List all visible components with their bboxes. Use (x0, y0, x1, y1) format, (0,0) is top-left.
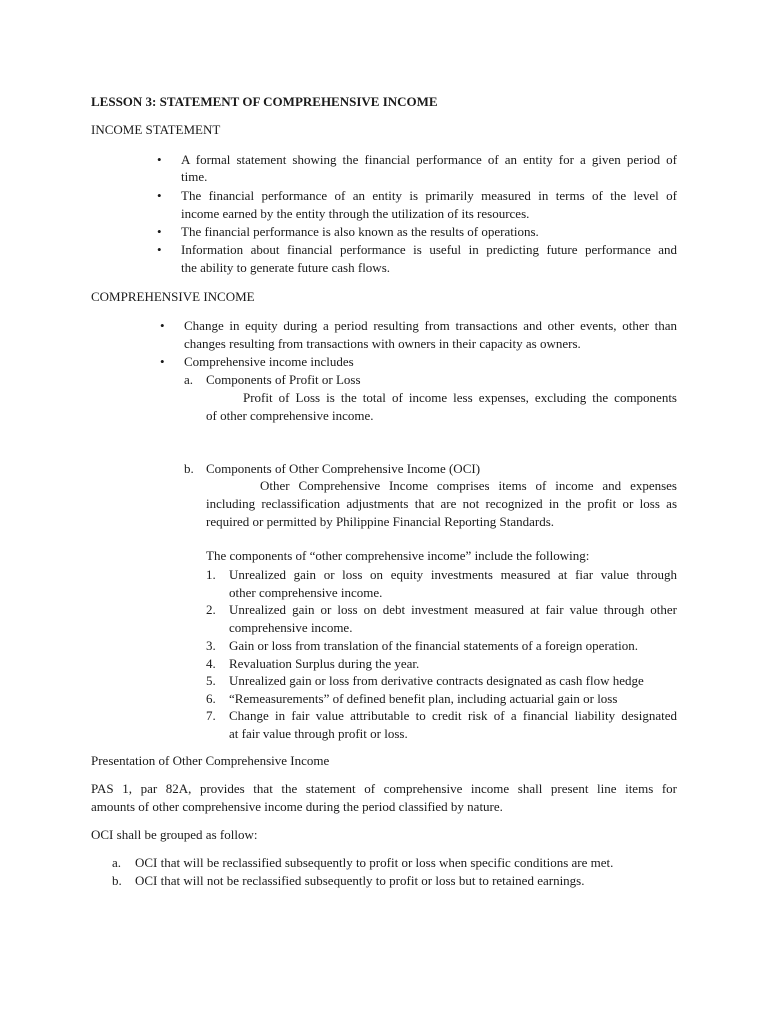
group-text: OCI that will not be reclassified subsequently to profit or loss but to retained earnings. (135, 873, 585, 888)
item-b-text-cont: required or permitted by Philippine Financial Reporting Standards. (206, 514, 555, 529)
bullet-item-cont: time. (181, 169, 208, 184)
component-text: Change in fair value attributable to credit risk of a financial liability designated (229, 708, 677, 723)
item-b-text-cont: including reclassification adjustments that are not recognized in the profit or loss as (206, 496, 677, 511)
bullet-item-cont: changes resulting from transactions with owners in their capacity as owners. (184, 336, 581, 351)
group-text: OCI that will be reclassified subsequently to profit or loss when specific conditions are met. (135, 855, 614, 870)
pas-paragraph: PAS 1, par 82A, provides that the statement of comprehensive income shall present line items for (91, 781, 677, 796)
component-text: Unrealized gain or loss on equity investments measured at fiar value through (229, 567, 677, 582)
item-a-marker: a. (184, 372, 194, 387)
item-b-text: Other Comprehensive Income comprises items of income and expenses (260, 478, 677, 493)
component-text: Unrealized gain or loss from derivative contracts designated as cash flow hedge (229, 673, 644, 688)
item-b-label: Components of Other Comprehensive Income (OCI) (206, 461, 481, 476)
group-marker: a. (112, 855, 122, 870)
item-a-text-cont: of other comprehensive income. (206, 408, 374, 423)
item-a-label: Components of Profit or Loss (206, 372, 361, 387)
component-number: 1. (206, 567, 216, 582)
component-text-cont: at fair value through profit or loss. (229, 726, 408, 741)
component-number: 7. (206, 708, 216, 723)
presentation-heading: Presentation of Other Comprehensive Income (91, 753, 330, 768)
pas-paragraph-cont: amounts of other comprehensive income during the period classified by nature. (91, 799, 503, 814)
component-number: 5. (206, 673, 216, 688)
item-b-marker: b. (184, 461, 194, 476)
component-text: “Remeasurements” of defined benefit plan, including actuarial gain or loss (229, 691, 618, 706)
bullet-item: • The financial performance of an entity is primarily measured in terms of the level of (181, 187, 677, 205)
group-marker: b. (112, 873, 122, 888)
bullet-item-cont: the ability to generate future cash flows. (181, 260, 391, 275)
grouping-intro: OCI shall be grouped as follow: (91, 827, 258, 842)
bullet-item: • Comprehensive income includes (184, 353, 354, 371)
bullet-item: • The financial performance is also known as the results of operations. (181, 223, 539, 241)
component-text-cont: other comprehensive income. (229, 585, 383, 600)
bullet-item: • Information about financial performance is useful in predicting future performance and (181, 241, 677, 259)
bullet-item: • A formal statement showing the financial performance of an entity for a given period of (181, 151, 677, 169)
component-text: Revaluation Surplus during the year. (229, 656, 420, 671)
components-intro: The components of “other comprehensive income” include the following: (206, 548, 590, 563)
component-text: Gain or loss from translation of the financial statements of a foreign operation. (229, 638, 639, 653)
component-text-cont: comprehensive income. (229, 620, 353, 635)
component-number: 3. (206, 638, 216, 653)
component-number: 2. (206, 602, 216, 617)
component-number: 4. (206, 656, 216, 671)
bullet-item-cont: income earned by the entity through the utilization of its resources. (181, 206, 530, 221)
component-text: Unrealized gain or loss on debt investment measured at fair value through other (229, 602, 677, 617)
comprehensive-income-heading: COMPREHENSIVE INCOME (91, 289, 255, 304)
bullet-item: • Change in equity during a period resulting from transactions and other events, other than (184, 317, 677, 335)
lesson-title: LESSON 3: STATEMENT OF COMPREHENSIVE INCOME (91, 94, 438, 109)
income-statement-heading: INCOME STATEMENT (91, 122, 221, 137)
item-a-text: Profit of Loss is the total of income less expenses, excluding the components (243, 390, 677, 405)
component-number: 6. (206, 691, 216, 706)
